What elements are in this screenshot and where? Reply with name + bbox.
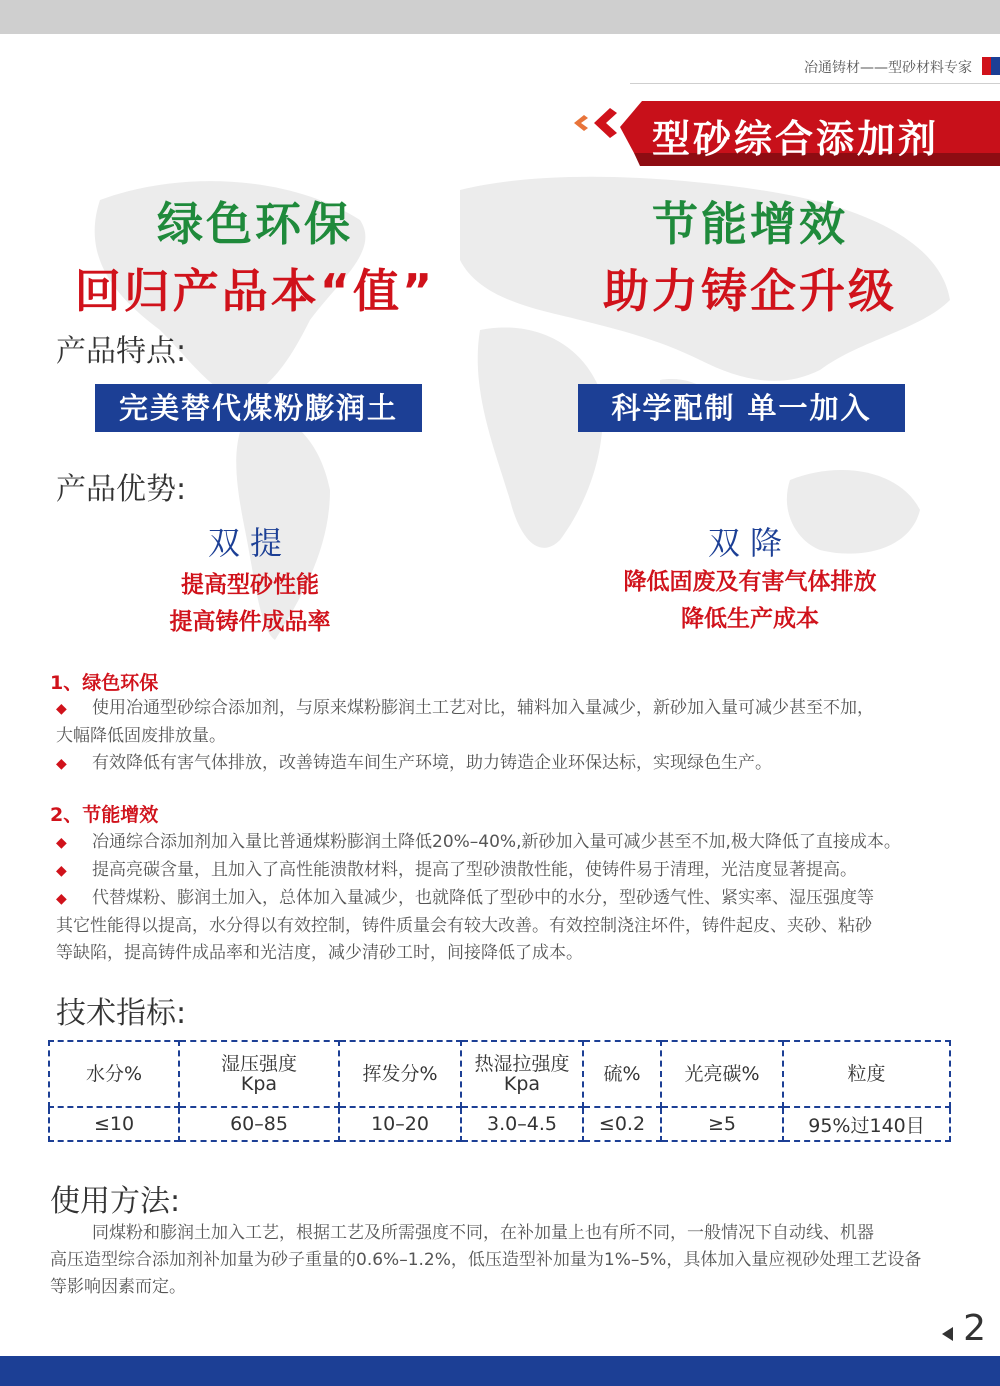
list-item-continuation: 等缺陷，提高铸件成品率和光洁度，减少清砂工时，间接降低了成本。 bbox=[56, 943, 583, 963]
table-cell: 3.0–4.5 bbox=[461, 1107, 583, 1141]
table-header-cell: 湿压强度 Kpa bbox=[179, 1041, 339, 1107]
list-item: ◆ 使用冶通型砂综合添加剂，与原来煤粉膨润土工艺对比，辅料加入量减少，新砂加入量可减少甚至不加， bbox=[56, 695, 956, 723]
diamond-bullet-icon: ◆ bbox=[56, 863, 67, 879]
header-divider bbox=[630, 83, 1000, 84]
section-green-body bbox=[56, 695, 956, 778]
table-header-cell: 硫% bbox=[583, 1041, 661, 1107]
features-title: 产品特点: bbox=[56, 334, 187, 369]
feature-pill-right: 科学配制 单一加入 bbox=[578, 384, 905, 432]
diamond-bullet-icon: ◆ bbox=[56, 835, 67, 851]
spec-table bbox=[48, 1040, 951, 1142]
advantage-double-reduce: 双降 bbox=[707, 524, 792, 562]
table-cell: 10–20 bbox=[339, 1107, 461, 1141]
table-header-cell: 水分% bbox=[49, 1041, 179, 1107]
chevron-left-icon bbox=[570, 108, 620, 138]
diamond-bullet-icon: ◆ bbox=[56, 701, 67, 717]
usage-line: 高压造型综合添加剂补加量为砂子重量的0.6%–1.2%，低压造型补加量为1%–5%，具体加入量应视砂处理工艺设备 bbox=[50, 1250, 922, 1270]
advantage-double-raise: 双提 bbox=[207, 524, 292, 562]
table-row bbox=[49, 1107, 950, 1141]
brand-mark-icon bbox=[982, 57, 1000, 75]
specs-title: 技术指标: bbox=[56, 996, 187, 1031]
list-item: ◆ 提高亮碳含量，且加入了高性能溃散材料，提高了型砂溃散性能，使铸件易于清理，光洁度显著提高。 bbox=[56, 857, 956, 885]
page-arrow-icon bbox=[942, 1327, 953, 1341]
diamond-bullet-icon: ◆ bbox=[56, 756, 67, 772]
list-item: ◆ 代替煤粉、膨润土加入，总体加入量减少，也就降低了型砂中的水分，型砂透气性、紧实率、湿压强度等 bbox=[56, 885, 956, 913]
table-cell: 95%过140目 bbox=[783, 1107, 950, 1141]
feature-pill-left: 完美替代煤粉膨润土 bbox=[95, 384, 422, 432]
list-item: ◆ 有效降低有害气体排放，改善铸造车间生产环境，助力铸造企业环保达标，实现绿色生产。 bbox=[56, 750, 956, 778]
table-header-row bbox=[49, 1041, 950, 1107]
slogan-upgrade: 助力铸企升级 bbox=[603, 264, 897, 318]
usage-title: 使用方法: bbox=[50, 1184, 181, 1219]
page-number: 2 bbox=[963, 1308, 986, 1349]
section-efficiency-body bbox=[56, 829, 956, 967]
section-heading-efficiency: 2、节能增效 bbox=[50, 804, 159, 826]
slogan-return-value: 回归产品本“值” bbox=[74, 264, 436, 318]
section-heading-green: 1、绿色环保 bbox=[50, 672, 159, 694]
table-header-cell: 热湿拉强度 Kpa bbox=[461, 1041, 583, 1107]
list-item-continuation: 其它性能得以提高，水分得以有效控制，铸件质量会有较大改善。有效控制浇注坏件，铸件起皮、夹砂、粘砂 bbox=[56, 916, 872, 936]
bottom-blue-bar bbox=[0, 1356, 1000, 1386]
table-header-cell: 挥发分% bbox=[339, 1041, 461, 1107]
usage-line: 等影响因素而定。 bbox=[50, 1277, 186, 1297]
top-gray-bar bbox=[0, 0, 1000, 34]
slogan-energy-efficiency: 节能增效 bbox=[652, 197, 848, 251]
advantages-title: 产品优势: bbox=[56, 472, 187, 507]
list-item-continuation: 大幅降低固废排放量。 bbox=[56, 726, 226, 746]
banner-title: 型砂综合添加剂 bbox=[652, 117, 940, 161]
advantage-right-line: 降低生产成本 bbox=[681, 606, 819, 632]
table-cell: ≤10 bbox=[49, 1107, 179, 1141]
company-tagline: 冶通铸材——型砂材料专家 bbox=[804, 60, 972, 76]
slogan-green-environment: 绿色环保 bbox=[157, 197, 353, 251]
table-header-cell: 光亮碳% bbox=[661, 1041, 783, 1107]
usage-body bbox=[50, 1220, 960, 1301]
advantage-left-line: 提高铸件成品率 bbox=[169, 609, 331, 635]
table-cell: 60–85 bbox=[179, 1107, 339, 1141]
diamond-bullet-icon: ◆ bbox=[56, 891, 67, 907]
table-cell: ≥5 bbox=[661, 1107, 783, 1141]
table-cell: ≤0.2 bbox=[583, 1107, 661, 1141]
advantage-left-line: 提高型砂性能 bbox=[181, 572, 319, 598]
advantage-right-line: 降低固废及有害气体排放 bbox=[623, 569, 877, 595]
table-header-cell: 粒度 bbox=[783, 1041, 950, 1107]
list-item: ◆ 冶通综合添加剂加入量比普通煤粉膨润土降低20%–40%,新砂加入量可减少甚至不加,极大降低了直接成本。 bbox=[56, 829, 956, 857]
usage-line: 同煤粉和膨润土加入工艺，根据工艺及所需强度不同，在补加量上也有所不同，一般情况下自动线、机器 bbox=[92, 1223, 874, 1243]
